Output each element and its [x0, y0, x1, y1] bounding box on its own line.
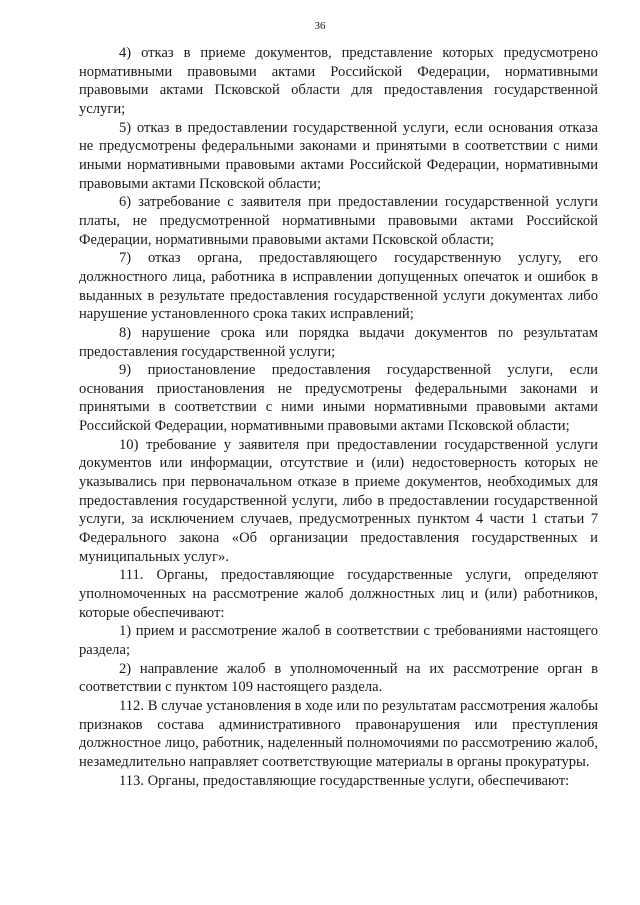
clause-111: 111. Органы, предоставляющие государственные услуги, определяют уполномоченных на рассмотрение жалоб должностных лиц и (или) работников, которые обеспечивают: — [79, 567, 598, 621]
clause-111-item-2: 2) направление жалоб в уполномоченный на их рассмотрение орган в соответствии с пунктом 109 настоящего раздела. — [79, 660, 598, 696]
clause-112: 112. В случае установления в ходе или по результатам рассмотрения жалобы признаков состава административного правонарушения или преступления должностное лицо, работник, наделенный полномочиями по рассмотрению жалоб, незамедлительно направляет соответствующие материалы в органы прокуратуры. — [79, 697, 598, 770]
page-number: 36 — [314, 20, 326, 32]
clause-111-item-1: 1) прием и рассмотрение жалоб в соответствии с требованиями настоящего раздела; — [79, 623, 598, 658]
paragraph-item-8: 8) нарушение срока или порядка выдачи документов по результатам предоставления государственной услуги; — [79, 324, 598, 360]
clause-113: 113. Органы, предоставляющие государственные услуги, обеспечивают: — [119, 772, 570, 789]
paragraph-item-6: 6) затребование с заявителя при предоставлении государственной услуги платы, не предусмотренной нормативными правовыми актами Российской Федерации, нормативными правовыми актами Псковской области; — [79, 194, 598, 248]
document-body — [79, 44, 598, 790]
paragraph-item-5: 5) отказ в предоставлении государственной услуги, если основания отказа не предусмотрены федеральными законами и принятыми в соответствии с ними иными нормативными правовыми актами Российской Федерации, нормативными правовыми актами Псковской области; — [79, 119, 598, 192]
paragraph-item-4: 4) отказ в приеме документов, представление которых предусмотрено нормативными правовыми актами Российской Федерации, нормативными правовыми актами Псковской области для предоставления государственной услуги; — [79, 45, 598, 117]
paragraph-item-7: 7) отказ органа, предоставляющего государственную услугу, его должностного лица, работника в исправлении допущенных опечаток и ошибок в выданных в результате предоставления государственной услуги документах либо нарушение установленного срока таких исправлений; — [79, 250, 598, 323]
paragraph-item-9: 9) приостановление предоставления государственной услуги, если основания приостановления не предусмотрены федеральными законами и принятыми в соответствии с ними иными нормативными правовыми актами Российской Федерации, нормативными правовыми актами Псковской области; — [79, 362, 598, 435]
paragraph-item-10: 10) требование у заявителя при предоставлении государственной услуги документов или информации, отсутствие и (или) недостоверность которых не указывались при первоначальном отказе в приеме документов, необходимых для предоставления государственной услуги, либо в предоставлении государственной услуги, за исключением случаев, предусмотренных пунктом 4 части 1 статьи 7 Федерального закона «Об организации предоставления государственных и муниципальных услуг». — [79, 436, 598, 565]
